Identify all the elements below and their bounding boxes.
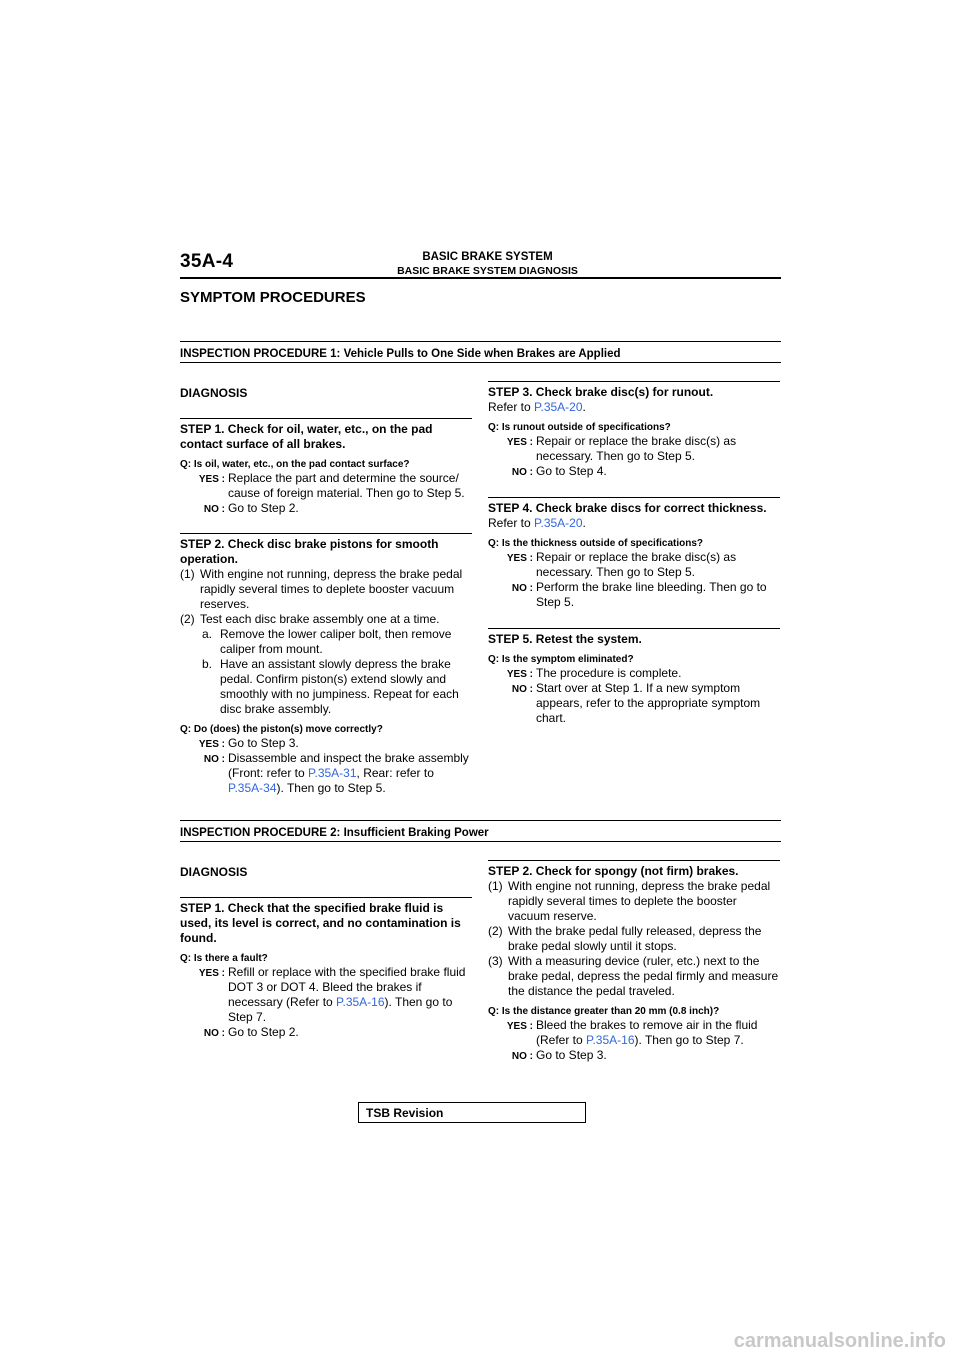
no-label: NO : (511, 1051, 533, 1062)
yes-label: YES : (198, 474, 225, 485)
inspection-procedure-2-title: INSPECTION PROCEDURE 2: Insufficient Braking Power (180, 820, 781, 842)
section-title: SYMPTOM PROCEDURES (180, 289, 366, 306)
yes-text-part: ). Then go to Step 7. (634, 1033, 744, 1047)
item-text: Have an assistant slowly depress the brake pedal. Confirm piston(s) extend slowly and smoothly with no jumpiness. Repeat for each disc brake assembly. (220, 657, 459, 716)
header-rule (180, 277, 781, 279)
sub-item (180, 657, 472, 717)
step-title: STEP 1. Check that the specified brake fluid is used, its level is correct, and no contamination is found. (180, 897, 472, 946)
no-text: Go to Step 2. (228, 501, 299, 515)
no-answer (488, 580, 780, 610)
yes-label: YES : (506, 669, 533, 680)
no-text: Go to Step 2. (228, 1025, 299, 1039)
step-title: STEP 4. Check brake discs for correct thickness. (488, 497, 780, 516)
no-label: NO : (511, 467, 533, 478)
step-question: Q: Is the distance greater than 20 mm (0.8 inch)? (488, 1006, 720, 1017)
item-text: With engine not running, depress the brake pedal rapidly several times to deplete the booster vacuum reserve. (508, 879, 771, 923)
no-label: NO : (203, 754, 225, 765)
diagnosis-heading: DIAGNOSIS (180, 865, 248, 879)
step-title: STEP 3. Check brake disc(s) for runout. (488, 381, 780, 400)
step-title: STEP 1. Check for oil, water, etc., on the pad contact surface of all brakes. (180, 418, 472, 452)
no-label: NO : (203, 1028, 225, 1039)
refer-line (488, 516, 780, 531)
step-title: STEP 5. Retest the system. (488, 628, 780, 647)
yes-text: Go to Step 3. (228, 736, 299, 750)
page-number: 35A-4 (180, 251, 234, 272)
list-item (180, 612, 472, 627)
yes-text-part: Refill or replace with the specified brake fluid DOT 3 or DOT 4. Bleed the brakes if necessary (Refer to (228, 965, 466, 1009)
yes-text (228, 965, 465, 1024)
page-link[interactable]: P.35A-20 (534, 516, 583, 530)
yes-answer (180, 965, 472, 1025)
page-link[interactable]: P.35A-20 (534, 400, 583, 414)
step-question: Q: Is there a fault? (180, 953, 268, 964)
no-text-part: , Rear: refer to (356, 766, 434, 780)
yes-answer (488, 1018, 780, 1048)
yes-text: Repair or replace the brake disc(s) as necessary. Then go to Step 5. (536, 550, 737, 579)
no-label: NO : (203, 504, 225, 515)
proc1-left-column (180, 383, 472, 796)
item-number: (2) (488, 924, 503, 938)
item-text: Remove the lower caliper bolt, then remove caliper from mount. (220, 627, 452, 656)
item-number: (2) (180, 612, 195, 626)
no-answer (488, 464, 780, 479)
list-item (180, 567, 472, 612)
item-text: Test each disc brake assembly one at a time. (200, 612, 440, 626)
yes-answer (180, 736, 472, 751)
proc1-step4 (488, 497, 780, 610)
no-text: Go to Step 3. (536, 1048, 607, 1062)
no-answer (180, 1025, 472, 1040)
yes-label: YES : (198, 968, 225, 979)
proc1-step3 (488, 381, 780, 479)
inspection-procedure-1-title: INSPECTION PROCEDURE 1: Vehicle Pulls to One Side when Brakes are Applied (180, 341, 781, 363)
no-label: NO : (511, 583, 533, 594)
no-text: Go to Step 4. (536, 464, 607, 478)
item-text: With engine not running, depress the brake pedal rapidly several times to deplete booster vacuum reserves. (200, 567, 463, 611)
header-subtitle: BASIC BRAKE SYSTEM DIAGNOSIS (397, 265, 578, 277)
step-question: Q: Is the symptom eliminated? (488, 654, 634, 665)
no-text-part: Disassemble and inspect the brake assembly (Front: refer to (228, 751, 469, 780)
tsb-revision-box: TSB Revision (358, 1102, 586, 1123)
yes-answer (488, 550, 780, 580)
proc2-step1 (180, 897, 472, 1040)
yes-label: YES : (506, 553, 533, 564)
yes-answer (488, 666, 780, 681)
step-title: STEP 2. Check disc brake pistons for smooth operation. (180, 533, 472, 567)
refer-dot: . (582, 516, 586, 530)
refer-line (488, 400, 780, 415)
item-number: (1) (488, 879, 503, 893)
header-title: BASIC BRAKE SYSTEM (422, 251, 553, 263)
no-text: Start over at Step 1. If a new symptom appears, refer to the appropriate symptom chart. (536, 681, 761, 725)
no-text: Perform the brake line bleeding. Then go to Step 5. (536, 580, 767, 609)
step-title: STEP 2. Check for spongy (not firm) brakes. (488, 860, 780, 879)
yes-text: Repair or replace the brake disc(s) as necessary. Then go to Step 5. (536, 434, 737, 463)
page-link[interactable]: P.35A-16 (586, 1033, 635, 1047)
no-label: NO : (511, 684, 533, 695)
no-text-part: ). Then go to Step 5. (276, 781, 386, 795)
diagnosis-heading: DIAGNOSIS (180, 386, 248, 400)
yes-text (536, 1018, 757, 1047)
proc2-right-column (488, 860, 780, 1063)
yes-label: YES : (506, 437, 533, 448)
page-link[interactable]: P.35A-34 (228, 781, 277, 795)
page-link[interactable]: P.35A-16 (336, 995, 385, 1009)
proc1-step1 (180, 418, 472, 516)
yes-text-part: ). Then go to Step 7. (228, 995, 453, 1024)
proc1-right-column (488, 381, 780, 726)
step-question: Q: Is runout outside of specifications? (488, 422, 671, 433)
yes-text: The procedure is complete. (536, 666, 682, 680)
refer-text: Refer to (488, 516, 535, 530)
sub-item (180, 627, 472, 657)
no-answer (180, 501, 472, 516)
list-item (488, 924, 780, 954)
step-question: Q: Is the thickness outside of specifications? (488, 538, 704, 549)
item-text: With the brake pedal fully released, depress the brake pedal slowly until it stops. (508, 924, 762, 953)
proc1-step2 (180, 533, 472, 796)
no-answer (180, 751, 472, 796)
item-number: a. (202, 627, 213, 641)
page-link[interactable]: P.35A-31 (308, 766, 357, 780)
yes-label: YES : (198, 739, 225, 750)
no-text (228, 751, 469, 795)
yes-text-part: Bleed the brakes to remove air in the fluid (Refer to (536, 1018, 758, 1047)
item-number: (1) (180, 567, 195, 581)
step-question: Q: Is oil, water, etc., on the pad contact surface? (180, 459, 410, 470)
no-answer (488, 1048, 780, 1063)
refer-text: Refer to (488, 400, 535, 414)
yes-label: YES : (506, 1021, 533, 1032)
list-item (488, 879, 780, 924)
step-question: Q: Do (does) the piston(s) move correctly? (180, 724, 383, 735)
yes-answer (180, 471, 472, 501)
yes-answer (488, 434, 780, 464)
refer-dot: . (582, 400, 586, 414)
list-item (488, 954, 780, 999)
item-number: b. (202, 657, 213, 671)
proc2-left-column (180, 862, 472, 1040)
item-text: With a measuring device (ruler, etc.) next to the brake pedal, depress the pedal firmly and measure the distance the pedal traveled. (508, 954, 779, 998)
proc1-step5 (488, 628, 780, 726)
no-answer (488, 681, 780, 726)
yes-text: Replace the part and determine the source/ cause of foreign material. Then go to Step 5. (228, 471, 465, 500)
watermark: carmanualsonline.info (733, 1330, 946, 1352)
proc2-step2 (488, 860, 780, 1063)
item-number: (3) (488, 954, 503, 968)
